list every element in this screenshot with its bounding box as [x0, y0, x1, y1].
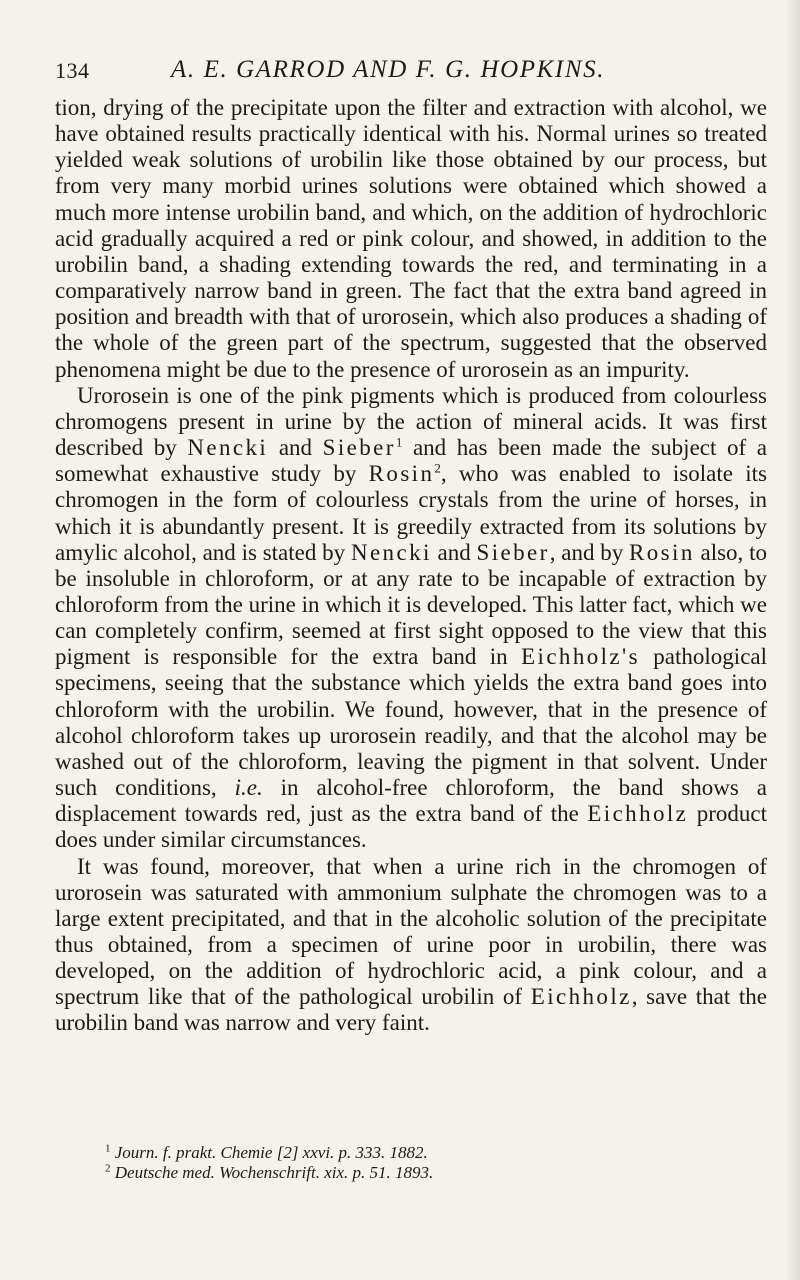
footnote-mark: 1: [105, 1142, 111, 1155]
footnote-ref: 1: [395, 434, 403, 450]
author-name: Sieber: [476, 539, 550, 565]
footnote-citation: Journ. f. prakt. Chemie [2] xxvi. p. 333. 1882.: [114, 1143, 428, 1162]
footnote: [85, 1143, 725, 1163]
text-run: also, to be insoluble in chloroform, or at any rate to be incapable of extraction by chloroform from the urine in which it is developed. This latter fact, which we can completely confirm, seemed at first sight opposed to the view that this pigment is responsible for the extra band in: [55, 539, 767, 670]
paragraph: [55, 383, 767, 854]
author-name: Eichholz: [587, 801, 689, 827]
author-name: Sieber: [322, 435, 396, 461]
footnote-ref: 2: [434, 460, 441, 476]
page-number: 134: [55, 58, 90, 83]
paragraph: tion, drying of the precipitate upon the filter and extraction with alcohol, we have obtained results practically identical with his. Normal urines so treated yielded weak solutions of urobilin like those obtained by our process, but from very many morbid urines solutions were obtained which showed a much more intense urobilin band, and which, on the addition of hydrochloric acid gradually acquired a red or pink colour, and showed, in addition to the urobilin band, a shading extending towards the red, and terminating in a comparatively narrow band in green. The fact that the extra band agreed in position and breadth with that of urorosein, which also produces a shading of the whole of the green part of the spectrum, suggested that the observed phenomena might be due to the presence of urorosein as an impurity.: [55, 95, 767, 382]
text-run: in alcohol-free chloroform, the band shows a displacement towards red, just as the extra band of the: [55, 775, 767, 827]
text-run: , save that the urobilin band was narrow and very faint.: [55, 984, 767, 1036]
text-run: It was found, moreover, that when a urine rich in the chromogen of urorosein was saturated with ammonium sulphate the chromogen was to a large extent precipitated, and that in the alcoholic solution of the precipitate thus obtained, from a specimen of urine poor in urobilin, there was developed, on the addition of hydrochloric acid, a pink colour, and a spectrum like that of the pathological urobilin of: [55, 853, 767, 1010]
author-name: Nencki: [350, 539, 432, 565]
italic-text: i.e.: [234, 775, 263, 801]
page-edge-shadow: [786, 0, 800, 1280]
footnote-citation: Deutsche med. Wochenschrift. xix. p. 51. 1893.: [114, 1163, 434, 1182]
footnotes: [85, 1143, 725, 1183]
author-name: Eichholz's: [521, 644, 640, 670]
page-header: [55, 56, 755, 90]
text-run: product does under similar circumstances.: [55, 801, 768, 853]
paragraph: [55, 854, 767, 1037]
footnote: [85, 1163, 725, 1183]
author-name: Eichholz: [530, 984, 632, 1010]
text-run: Urorosein is one of the pink pigments which is produced from colourless chromogens present in urine by the action of mineral acids. It was first described by: [55, 382, 767, 461]
text-run: and: [431, 539, 477, 565]
body-text: [55, 95, 767, 1037]
footnote-mark: 2: [105, 1162, 111, 1175]
running-head: A. E. GARROD AND F. G. HOPKINS.: [171, 56, 606, 83]
text-run: , and by: [549, 539, 630, 565]
text-run: , who was enabled to isolate its chromogen in the form of colourless crystals from the urine of horses, in which it is abundantly present. It is greedily extracted from its solutions by amylic alcohol, and is stated by: [55, 461, 767, 565]
author-name: Rosin: [629, 539, 695, 565]
author-name: Rosin: [368, 461, 435, 487]
text-run: and has been made the subject of a somewhat exhaustive study by: [55, 435, 767, 487]
text-run: and: [268, 435, 323, 461]
author-name: Nencki: [187, 435, 269, 461]
text-run: pathological specimens, seeing that the substance which yields the extra band goes into chloroform with the urobilin. We found, however, that in the presence of alcohol chloroform takes up urorosein readily, and that the alcohol may be washed out of the chloroform, leaving the pigment in that solvent. Under such conditions,: [55, 644, 767, 801]
